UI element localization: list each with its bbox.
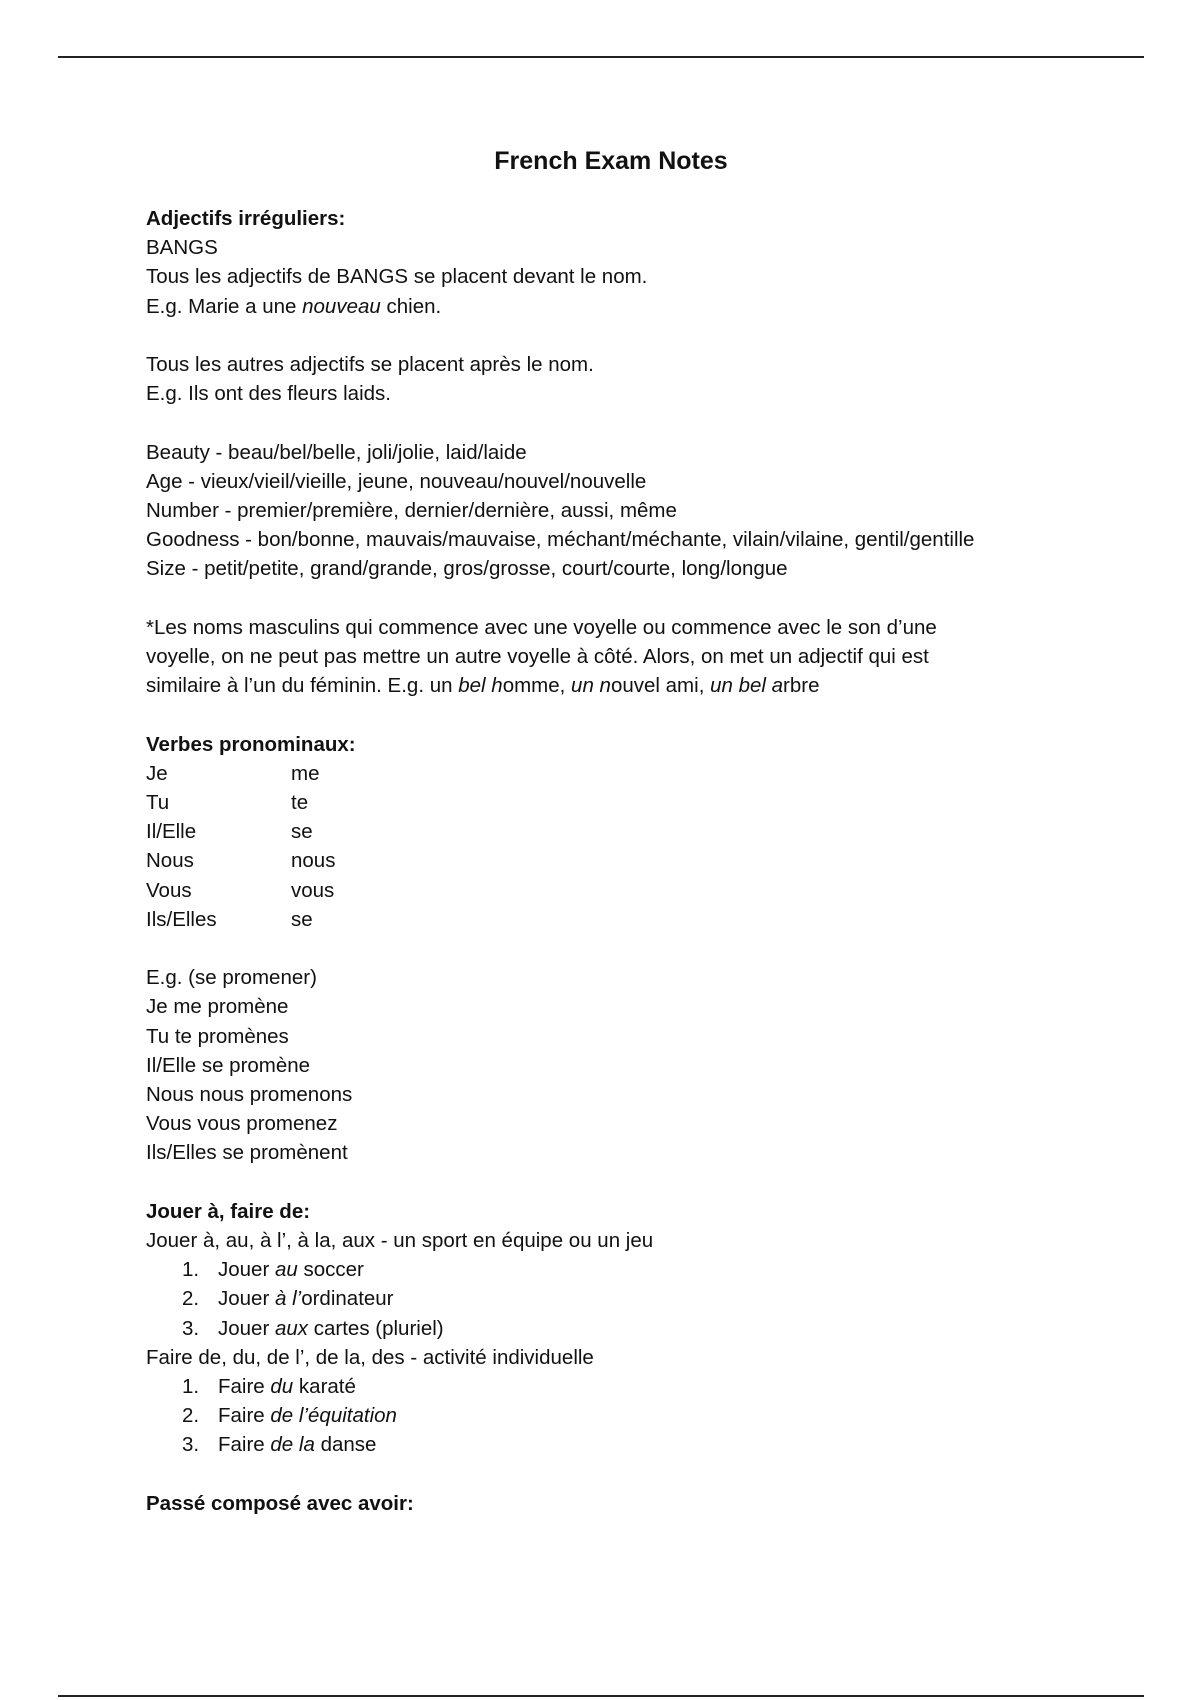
pronoun-row: Il/Elle se [146, 820, 313, 844]
after-noun-example: E.g. Ils ont des fleurs laids. [146, 382, 391, 406]
bottom-rule [58, 1695, 1144, 1697]
list-item: 2. Jouer à l’ordinateur [182, 1287, 394, 1311]
pronoun-row: Nous nous [146, 849, 336, 873]
after-noun-rule: Tous les autres adjectifs se placent après le nom. [146, 353, 594, 376]
document-page [146, 140, 1076, 1518]
list-item: 1. Jouer au soccer [182, 1258, 364, 1282]
jouer-intro: Jouer à, au, à l’, à la, aux - un sport en équipe ou un jeu [146, 1229, 654, 1253]
pronoun-row: Tu te [146, 791, 309, 814]
conjugation-line: Tu te promènes [146, 1024, 289, 1048]
section-heading-pronominal: Verbes pronominaux: [146, 732, 356, 756]
jouer-list [146, 1255, 1076, 1343]
category-number: Number - premier/première, dernier/dernière, aussi, même [146, 499, 677, 522]
conjugation-line: Je me promène [146, 995, 289, 1019]
section-heading-passe-compose: Passé composé avec avoir: [146, 1491, 414, 1515]
bangs-label: BANGS [146, 236, 218, 260]
pronoun-row: Ils/Elles se [146, 907, 313, 931]
conjugation-example-title: E.g. (se promener) [146, 966, 317, 990]
faire-list [146, 1372, 1076, 1460]
conjugation-line: Ils/Elles se promènent [146, 1141, 348, 1165]
vowel-note-line-3: similaire à l’un du féminin. E.g. un bel homme, un nouvel ami, un bel arbre [146, 674, 820, 698]
category-goodness: Goodness - bon/bonne, mauvais/mauvaise, méchant/méchante, vilain/vilaine, gentil/gentille [146, 528, 975, 552]
list-item: 3. Jouer aux cartes (pluriel) [182, 1316, 444, 1340]
page-title: French Exam Notes [494, 147, 728, 175]
top-rule [58, 56, 1144, 58]
category-age: Age - vieux/vieil/vieille, jeune, nouveau/nouvel/nouvelle [146, 469, 647, 493]
vowel-note-line-2: voyelle, on ne peut pas mettre un autre voyelle à côté. Alors, on met un adjectif qui est [146, 645, 929, 668]
conjugation-line: Vous vous promenez [146, 1112, 338, 1136]
conjugation-line: Nous nous promenons [146, 1083, 353, 1107]
pronoun-row: Vous vous [146, 878, 335, 902]
list-item: 2. Faire de l’équitation [182, 1404, 397, 1428]
vowel-note-line-1: *Les noms masculins qui commence avec une voyelle ou commence avec le son d’une [146, 615, 937, 639]
bangs-rule: Tous les adjectifs de BANGS se placent devant le nom. [146, 265, 648, 289]
bangs-example: E.g. Marie a une nouveau chien. [146, 294, 442, 318]
list-item: 3. Faire de la danse [182, 1433, 377, 1457]
category-size: Size - petit/petite, grand/grande, gros/grosse, court/courte, long/longue [146, 557, 788, 581]
category-beauty: Beauty - beau/bel/belle, joli/jolie, laid/laide [146, 440, 527, 464]
list-item: 1. Faire du karaté [182, 1375, 356, 1399]
section-heading-jouer-faire: Jouer à, faire de: [146, 1199, 311, 1223]
conjugation-line: Il/Elle se promène [146, 1053, 311, 1077]
section-heading-adjectives: Adjectifs irréguliers: [146, 207, 346, 230]
faire-intro: Faire de, du, de l’, de la, des - activité individuelle [146, 1345, 594, 1369]
pronoun-row: Je me [146, 761, 320, 785]
